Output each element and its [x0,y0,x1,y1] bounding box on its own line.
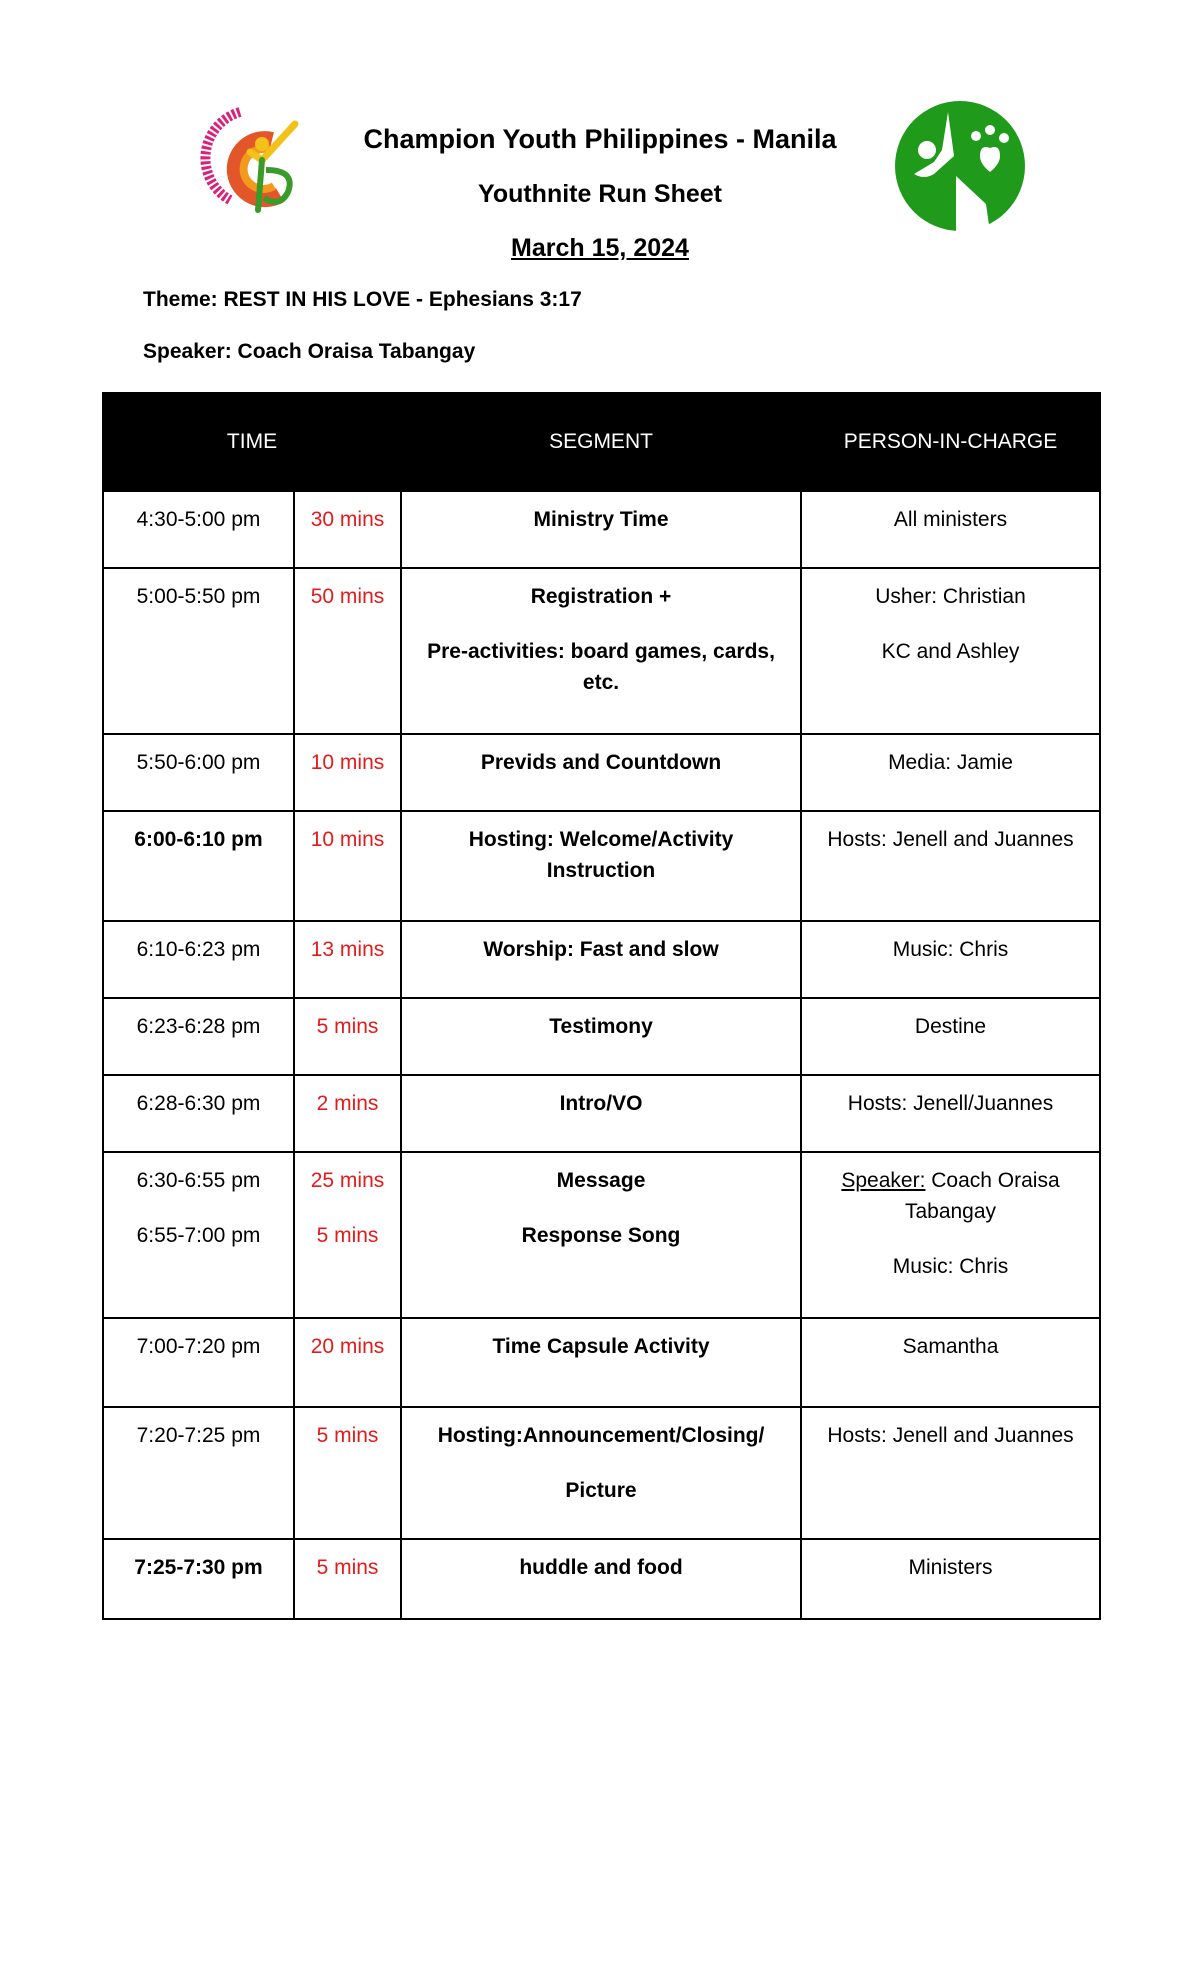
person-cell [801,568,1100,734]
header-segment: SEGMENT [401,393,801,491]
table-row [103,734,1100,811]
champion-youth-logo [200,100,320,230]
segment-cell: Time Capsule Activity [401,1318,801,1407]
duration-cell: 50 mins [294,568,401,734]
segment-line: Registration + [530,585,672,608]
duration-cell: 20 mins [294,1318,401,1407]
segment-cell: Worship: Fast and slow [401,921,801,998]
person-line: KC and Ashley [881,640,1020,663]
segment-cell: Ministry Time [401,491,801,568]
time-cell [103,1152,294,1318]
segment-cell [401,1407,801,1539]
duration-cell: 10 mins [294,734,401,811]
segment-cell: Previds and Countdown [401,734,801,811]
event-date: March 15, 2024 [511,234,689,262]
table-row [103,568,1100,734]
person-line [812,1165,1089,1227]
table-row [103,1318,1100,1407]
duration-cell: 5 mins [294,1407,401,1539]
person-cell: All ministers [801,491,1100,568]
org-title: Champion Youth Philippines - Manila [363,124,837,154]
time-cell: 5:50-6:00 pm [103,734,294,811]
time-cell: 4:30-5:00 pm [103,491,294,568]
time-cell: 6:23-6:28 pm [103,998,294,1075]
table-row [103,491,1100,568]
duration-cell: 10 mins [294,811,401,921]
person-cell [801,1152,1100,1318]
person-line: Usher: Christian [875,585,1026,608]
person-cell: Music: Chris [801,921,1100,998]
table-row [103,1152,1100,1318]
speaker-line: Speaker: Coach Oraisa Tabangay [143,340,476,363]
segment-cell: Testimony [401,998,801,1075]
table-row [103,811,1100,921]
duration-cell: 13 mins [294,921,401,998]
person-cell: Destine [801,998,1100,1075]
segment-cell: Hosting: Welcome/Activity Instruction [401,811,801,921]
duration-cell: 5 mins [294,1539,401,1619]
segment-cell: huddle and food [401,1539,801,1619]
table-row [103,1539,1100,1619]
segment-cell: Intro/VO [401,1075,801,1152]
person-cell: Hosts: Jenell and Juannes [801,811,1100,921]
table-header-row [103,393,1100,491]
person-cell: Hosts: Jenell and Juannes [801,1407,1100,1539]
duration-cell: 30 mins [294,491,401,568]
speaker-name: Coach Oraisa Tabangay [904,1169,1060,1223]
segment-line: Response Song [521,1224,681,1247]
duration-line: 5 mins [316,1224,379,1247]
run-sheet-table [102,392,1101,1620]
document-subtitle: Youthnite Run Sheet [478,180,722,208]
person-cell: Media: Jamie [801,734,1100,811]
time-line: 6:30-6:55 pm [136,1169,261,1192]
person-line: Music: Chris [892,1255,1009,1278]
segment-cell [401,1152,801,1318]
duration-line: 25 mins [310,1169,385,1192]
time-cell: 7:20-7:25 pm [103,1407,294,1539]
duration-cell: 5 mins [294,998,401,1075]
time-cell: 6:28-6:30 pm [103,1075,294,1152]
time-cell: 6:10-6:23 pm [103,921,294,998]
table-row [103,998,1100,1075]
speaker-label: Speaker: [841,1169,926,1192]
segment-cell [401,568,801,734]
duration-cell: 2 mins [294,1075,401,1152]
time-cell: 7:00-7:20 pm [103,1318,294,1407]
person-cell: Ministers [801,1539,1100,1619]
person-cell: Hosts: Jenell/Juannes [801,1075,1100,1152]
segment-line: Pre-activities: board games, cards, etc. [427,640,775,694]
paw-heart-logo [894,100,1026,232]
segment-line: Message [556,1169,646,1192]
duration-cell [294,1152,401,1318]
table-row [103,921,1100,998]
person-cell: Samantha [801,1318,1100,1407]
header-time: TIME [103,393,401,491]
time-cell: 5:00-5:50 pm [103,568,294,734]
header-person-in-charge: PERSON-IN-CHARGE [801,393,1100,491]
time-cell: 6:00-6:10 pm [103,811,294,921]
time-line: 6:55-7:00 pm [136,1224,261,1247]
table-row [103,1075,1100,1152]
theme-line: Theme: REST IN HIS LOVE - Ephesians 3:17 [143,288,582,311]
segment-line: Picture [565,1479,637,1502]
table-row [103,1407,1100,1539]
time-cell: 7:25-7:30 pm [103,1539,294,1619]
segment-line: Hosting:Announcement/Closing/ [437,1424,765,1447]
